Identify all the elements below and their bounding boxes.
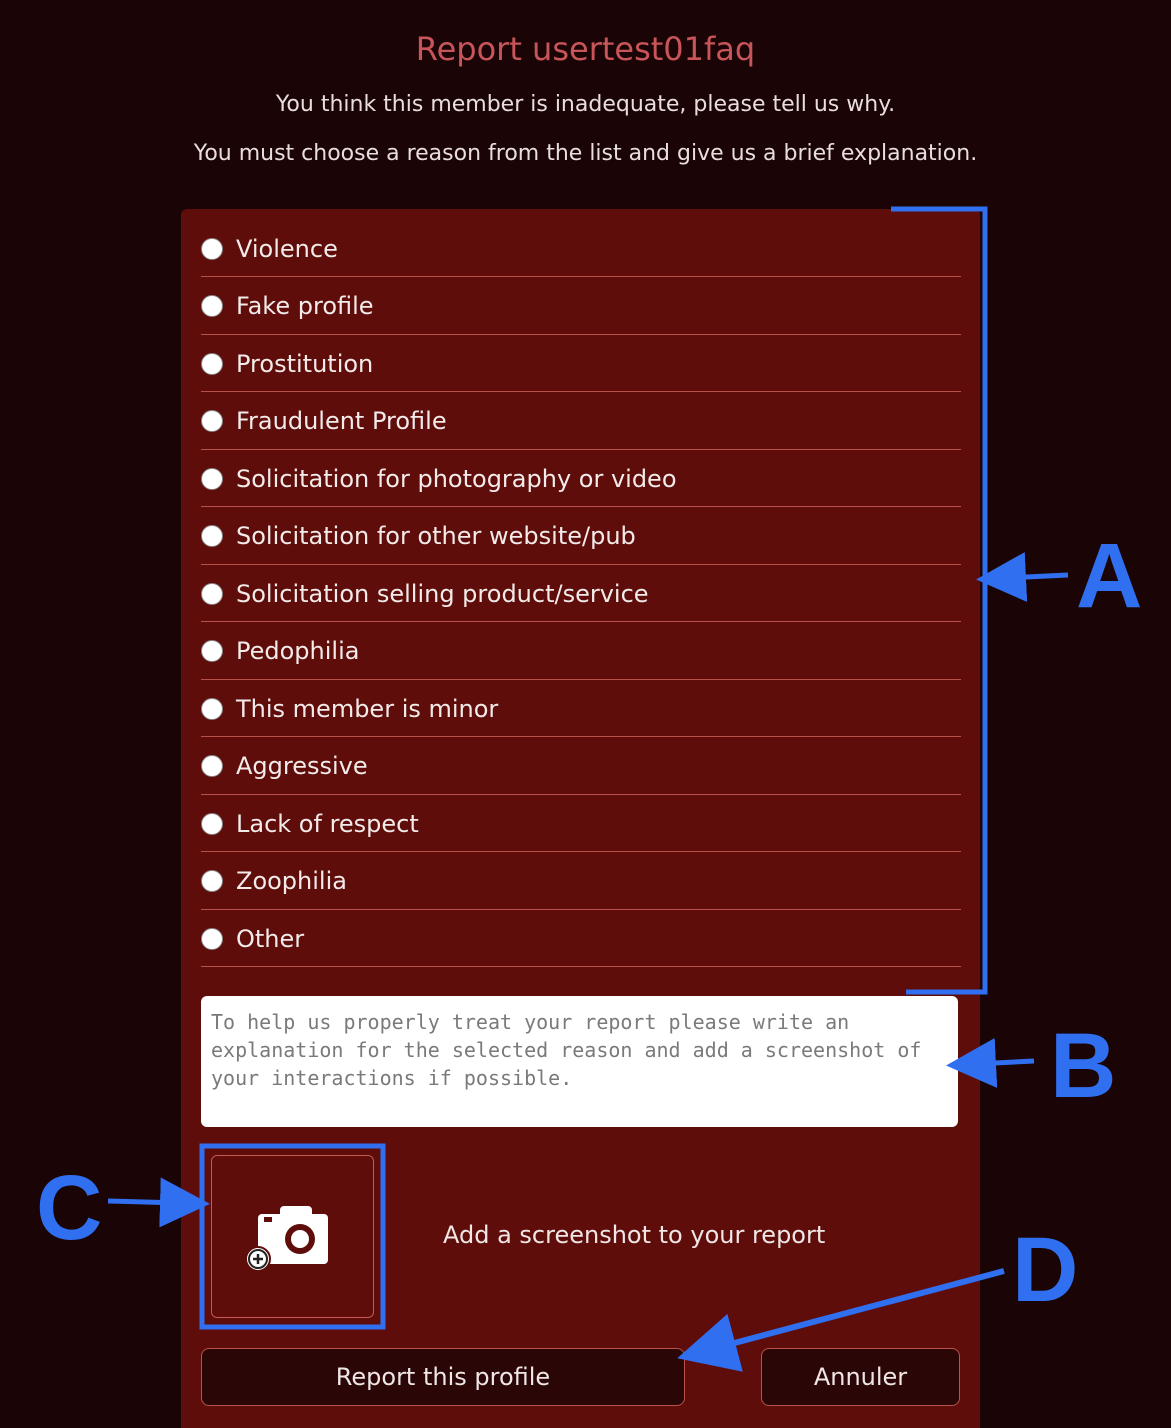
annotation-a-label: A (1076, 525, 1143, 627)
radio-button[interactable] (201, 583, 223, 605)
reason-label: Solicitation for other website/pub (236, 522, 636, 550)
reason-option[interactable] (201, 509, 961, 565)
reason-option[interactable] (201, 566, 961, 622)
reason-list (201, 221, 961, 969)
radio-button[interactable] (201, 870, 223, 892)
reason-label: Violence (236, 234, 338, 263)
reason-label: Aggressive (236, 752, 368, 780)
reason-option[interactable] (201, 739, 961, 795)
reason-label: Pedophilia (236, 637, 360, 665)
radio-button[interactable] (201, 353, 223, 375)
reason-option[interactable] (201, 279, 961, 335)
reason-label: Prostitution (236, 349, 374, 378)
radio-button[interactable] (201, 640, 223, 662)
annotation-a-arrow (1006, 575, 1068, 578)
reason-option[interactable] (201, 221, 961, 277)
camera-add-icon (242, 1204, 346, 1274)
reason-option[interactable] (201, 681, 961, 737)
reason-label: Zoophilia (236, 867, 347, 895)
annotation-c-arrow (108, 1201, 180, 1203)
radio-button[interactable] (201, 410, 223, 432)
reason-label: This member is minor (236, 694, 499, 723)
reason-label: Solicitation for photography or video (236, 464, 677, 493)
reason-label: Other (236, 924, 305, 953)
reason-option[interactable] (201, 796, 961, 852)
reason-label: Lack of respect (236, 809, 419, 838)
radio-button[interactable] (201, 295, 223, 317)
radio-button[interactable] (201, 238, 223, 260)
radio-button[interactable] (201, 525, 223, 547)
reason-option[interactable] (201, 451, 961, 507)
report-profile-button[interactable]: Report this profile (201, 1348, 685, 1406)
radio-button[interactable] (201, 928, 223, 950)
annotation-b-arrow (976, 1061, 1034, 1064)
annotation-c-label: C (36, 1157, 103, 1259)
annotation-b-label: B (1050, 1015, 1117, 1117)
screenshot-label: Add a screenshot to your report (443, 1221, 826, 1249)
cancel-button[interactable]: Annuler (761, 1348, 960, 1406)
radio-button[interactable] (201, 813, 223, 835)
page-title: Report usertest01faq (415, 30, 756, 68)
add-screenshot-button[interactable] (211, 1155, 374, 1318)
report-panel (181, 209, 980, 1428)
reason-option[interactable] (201, 854, 961, 910)
annotation-d-label: D (1012, 1219, 1079, 1321)
instruction-text: You must choose a reason from the list and give us a brief explanation. (193, 141, 978, 166)
reason-option[interactable] (201, 336, 961, 392)
radio-button[interactable] (201, 468, 223, 490)
radio-button[interactable] (201, 698, 223, 720)
reason-option[interactable] (201, 624, 961, 680)
reason-option[interactable] (201, 394, 961, 450)
reason-option[interactable] (201, 911, 961, 967)
radio-button[interactable] (201, 755, 223, 777)
intro-text: You think this member is inadequate, please tell us why. (275, 92, 896, 117)
reason-label: Solicitation selling product/service (236, 579, 649, 608)
reason-label: Fake profile (236, 292, 374, 320)
reason-label: Fraudulent Profile (236, 407, 447, 435)
explanation-textarea[interactable]: To help us properly treat your report please write an explanation for the selected reason and add a screenshot of your interactions if possible. (201, 996, 958, 1127)
